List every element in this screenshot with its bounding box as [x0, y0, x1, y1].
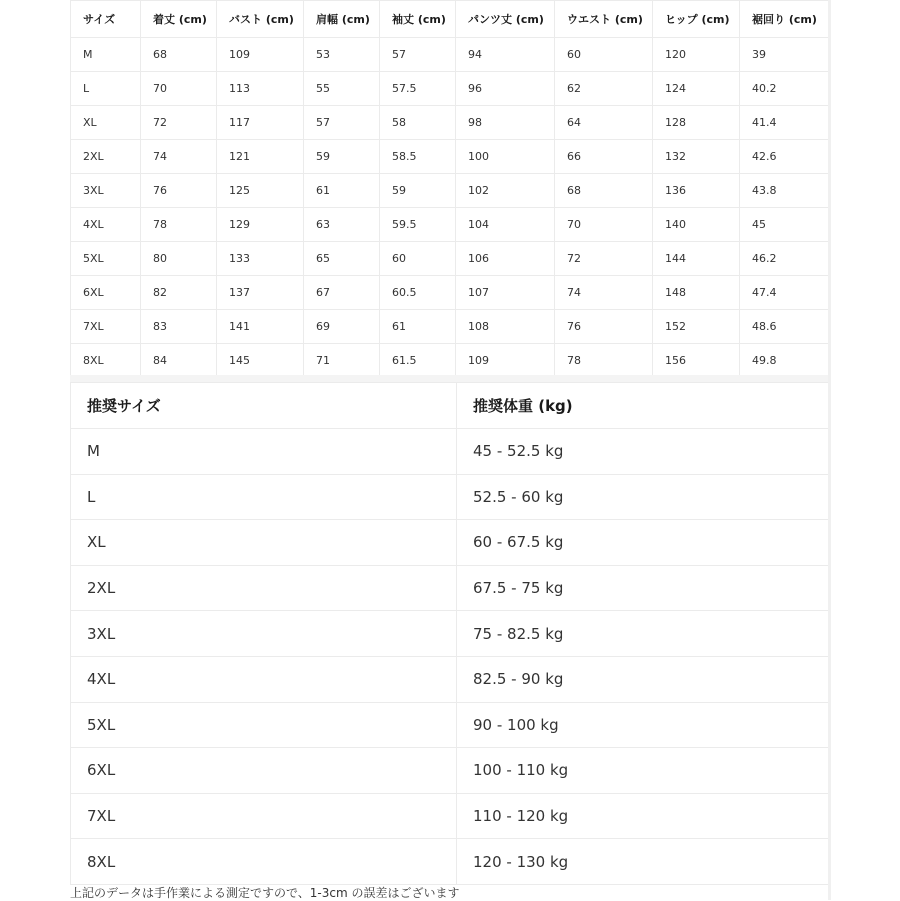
measurement-cell: 63	[304, 208, 380, 242]
recommended-weight-cell: 90 - 100 kg	[457, 702, 829, 748]
measurement-cell: 39	[740, 38, 829, 72]
measurement-cell: 113	[217, 72, 304, 106]
size-table-row	[71, 242, 829, 276]
measurement-cell: 46.2	[740, 242, 829, 276]
measurement-cell: 76	[141, 174, 217, 208]
section-divider	[70, 375, 830, 382]
measurement-cell: 125	[217, 174, 304, 208]
measurement-cell: 62	[555, 72, 653, 106]
measurement-cell: 132	[653, 140, 740, 174]
measurement-cell: 60.5	[380, 276, 456, 310]
measurement-cell: 69	[304, 310, 380, 344]
measurement-cell: 83	[141, 310, 217, 344]
measurement-cell: 102	[456, 174, 555, 208]
measurement-cell: 96	[456, 72, 555, 106]
header-length: 着丈 (cm)	[141, 1, 217, 38]
measurement-cell: 53	[304, 38, 380, 72]
size-table-row	[71, 276, 829, 310]
measurement-cell: 70	[141, 72, 217, 106]
size-label-cell: L	[71, 72, 141, 106]
size-table-row	[71, 174, 829, 208]
measurement-cell: 107	[456, 276, 555, 310]
measurement-cell: 94	[456, 38, 555, 72]
measurement-cell: 104	[456, 208, 555, 242]
recommended-weight-cell: 120 - 130 kg	[457, 839, 829, 885]
size-table-header-row	[71, 1, 829, 38]
recommended-size-cell: 2XL	[71, 565, 457, 611]
recommended-size-table	[70, 382, 829, 885]
size-table-row	[71, 208, 829, 242]
measurement-cell: 41.4	[740, 106, 829, 140]
measurement-cell: 72	[141, 106, 217, 140]
recommended-size-cell: L	[71, 474, 457, 520]
recommended-weight-cell: 60 - 67.5 kg	[457, 520, 829, 566]
size-measurement-table	[70, 0, 829, 378]
measurement-cell: 141	[217, 310, 304, 344]
recommend-table-row	[71, 565, 829, 611]
measurement-cell: 129	[217, 208, 304, 242]
recommend-table-row	[71, 748, 829, 794]
size-label-cell: 4XL	[71, 208, 141, 242]
header-hip: ヒップ (cm)	[653, 1, 740, 38]
measurement-cell: 152	[653, 310, 740, 344]
size-label-cell: M	[71, 38, 141, 72]
measurement-cell: 98	[456, 106, 555, 140]
measurement-cell: 48.6	[740, 310, 829, 344]
measurement-cell: 66	[555, 140, 653, 174]
measurement-cell: 144	[653, 242, 740, 276]
recommended-weight-cell: 52.5 - 60 kg	[457, 474, 829, 520]
recommend-table-row	[71, 702, 829, 748]
size-label-cell: 3XL	[71, 174, 141, 208]
recommended-size-cell: XL	[71, 520, 457, 566]
measurement-cell: 67	[304, 276, 380, 310]
measurement-cell: 133	[217, 242, 304, 276]
measurement-cell: 60	[555, 38, 653, 72]
size-label-cell: 2XL	[71, 140, 141, 174]
measurement-cell: 58	[380, 106, 456, 140]
recommend-table-row	[71, 611, 829, 657]
recommended-size-cell: 7XL	[71, 793, 457, 839]
measurement-cell: 74	[555, 276, 653, 310]
size-chart-sheet	[70, 0, 830, 900]
recommend-table-header-row	[71, 383, 829, 429]
size-table-row	[71, 140, 829, 174]
header-size: サイズ	[71, 1, 141, 38]
header-bust: バスト (cm)	[217, 1, 304, 38]
measurement-cell: 82	[141, 276, 217, 310]
measurement-cell: 40.2	[740, 72, 829, 106]
measurement-cell: 70	[555, 208, 653, 242]
measurement-cell: 57	[304, 106, 380, 140]
measurement-cell: 58.5	[380, 140, 456, 174]
size-table-row	[71, 72, 829, 106]
measurement-cell: 64	[555, 106, 653, 140]
measurement-cell: 71	[304, 344, 380, 378]
recommend-table-row	[71, 520, 829, 566]
measurement-cell: 55	[304, 72, 380, 106]
measurement-cell: 59	[304, 140, 380, 174]
measurement-cell: 148	[653, 276, 740, 310]
recommended-size-cell: M	[71, 429, 457, 475]
recommend-table-row	[71, 656, 829, 702]
size-table-row	[71, 344, 829, 378]
recommended-size-cell: 6XL	[71, 748, 457, 794]
measurement-cell: 156	[653, 344, 740, 378]
measurement-cell: 61.5	[380, 344, 456, 378]
measurement-footnote: 上記のデータは手作業による測定ですので、1-3cm の誤差はございます	[70, 886, 460, 900]
measurement-cell: 109	[217, 38, 304, 72]
measurement-cell: 78	[141, 208, 217, 242]
recommend-table-row	[71, 429, 829, 475]
right-edge-divider	[828, 0, 831, 900]
measurement-cell: 49.8	[740, 344, 829, 378]
recommended-size-cell: 5XL	[71, 702, 457, 748]
measurement-cell: 74	[141, 140, 217, 174]
measurement-cell: 59	[380, 174, 456, 208]
measurement-cell: 145	[217, 344, 304, 378]
recommended-size-cell: 4XL	[71, 656, 457, 702]
size-label-cell: XL	[71, 106, 141, 140]
size-table-row	[71, 310, 829, 344]
measurement-cell: 124	[653, 72, 740, 106]
measurement-cell: 121	[217, 140, 304, 174]
measurement-cell: 43.8	[740, 174, 829, 208]
measurement-cell: 100	[456, 140, 555, 174]
recommended-size-cell: 8XL	[71, 839, 457, 885]
measurement-cell: 140	[653, 208, 740, 242]
measurement-cell: 61	[380, 310, 456, 344]
header-shoulder: 肩幅 (cm)	[304, 1, 380, 38]
recommended-size-cell: 3XL	[71, 611, 457, 657]
measurement-cell: 108	[456, 310, 555, 344]
size-label-cell: 5XL	[71, 242, 141, 276]
recommend-table-row	[71, 839, 829, 885]
measurement-cell: 128	[653, 106, 740, 140]
measurement-cell: 109	[456, 344, 555, 378]
measurement-cell: 61	[304, 174, 380, 208]
recommended-weight-cell: 75 - 82.5 kg	[457, 611, 829, 657]
measurement-cell: 76	[555, 310, 653, 344]
header-recommended-weight: 推奨体重 (kg)	[457, 383, 829, 429]
recommend-table-row	[71, 474, 829, 520]
measurement-cell: 137	[217, 276, 304, 310]
measurement-cell: 136	[653, 174, 740, 208]
measurement-cell: 72	[555, 242, 653, 276]
header-pants-length: パンツ丈 (cm)	[456, 1, 555, 38]
size-table-row	[71, 38, 829, 72]
measurement-cell: 106	[456, 242, 555, 276]
measurement-cell: 84	[141, 344, 217, 378]
measurement-cell: 78	[555, 344, 653, 378]
size-label-cell: 6XL	[71, 276, 141, 310]
header-sleeve: 袖丈 (cm)	[380, 1, 456, 38]
measurement-cell: 42.6	[740, 140, 829, 174]
measurement-cell: 45	[740, 208, 829, 242]
recommended-weight-cell: 110 - 120 kg	[457, 793, 829, 839]
measurement-cell: 68	[141, 38, 217, 72]
size-label-cell: 8XL	[71, 344, 141, 378]
measurement-cell: 60	[380, 242, 456, 276]
measurement-cell: 120	[653, 38, 740, 72]
recommended-weight-cell: 82.5 - 90 kg	[457, 656, 829, 702]
measurement-cell: 117	[217, 106, 304, 140]
measurement-cell: 47.4	[740, 276, 829, 310]
measurement-cell: 65	[304, 242, 380, 276]
header-recommended-size: 推奨サイズ	[71, 383, 457, 429]
recommend-table-row	[71, 793, 829, 839]
measurement-cell: 59.5	[380, 208, 456, 242]
measurement-cell: 80	[141, 242, 217, 276]
measurement-cell: 57.5	[380, 72, 456, 106]
measurement-cell: 57	[380, 38, 456, 72]
recommended-weight-cell: 45 - 52.5 kg	[457, 429, 829, 475]
measurement-cell: 68	[555, 174, 653, 208]
header-waist: ウエスト (cm)	[555, 1, 653, 38]
header-hem: 裾回り (cm)	[740, 1, 829, 38]
size-table-row	[71, 106, 829, 140]
size-label-cell: 7XL	[71, 310, 141, 344]
recommended-weight-cell: 100 - 110 kg	[457, 748, 829, 794]
recommended-weight-cell: 67.5 - 75 kg	[457, 565, 829, 611]
